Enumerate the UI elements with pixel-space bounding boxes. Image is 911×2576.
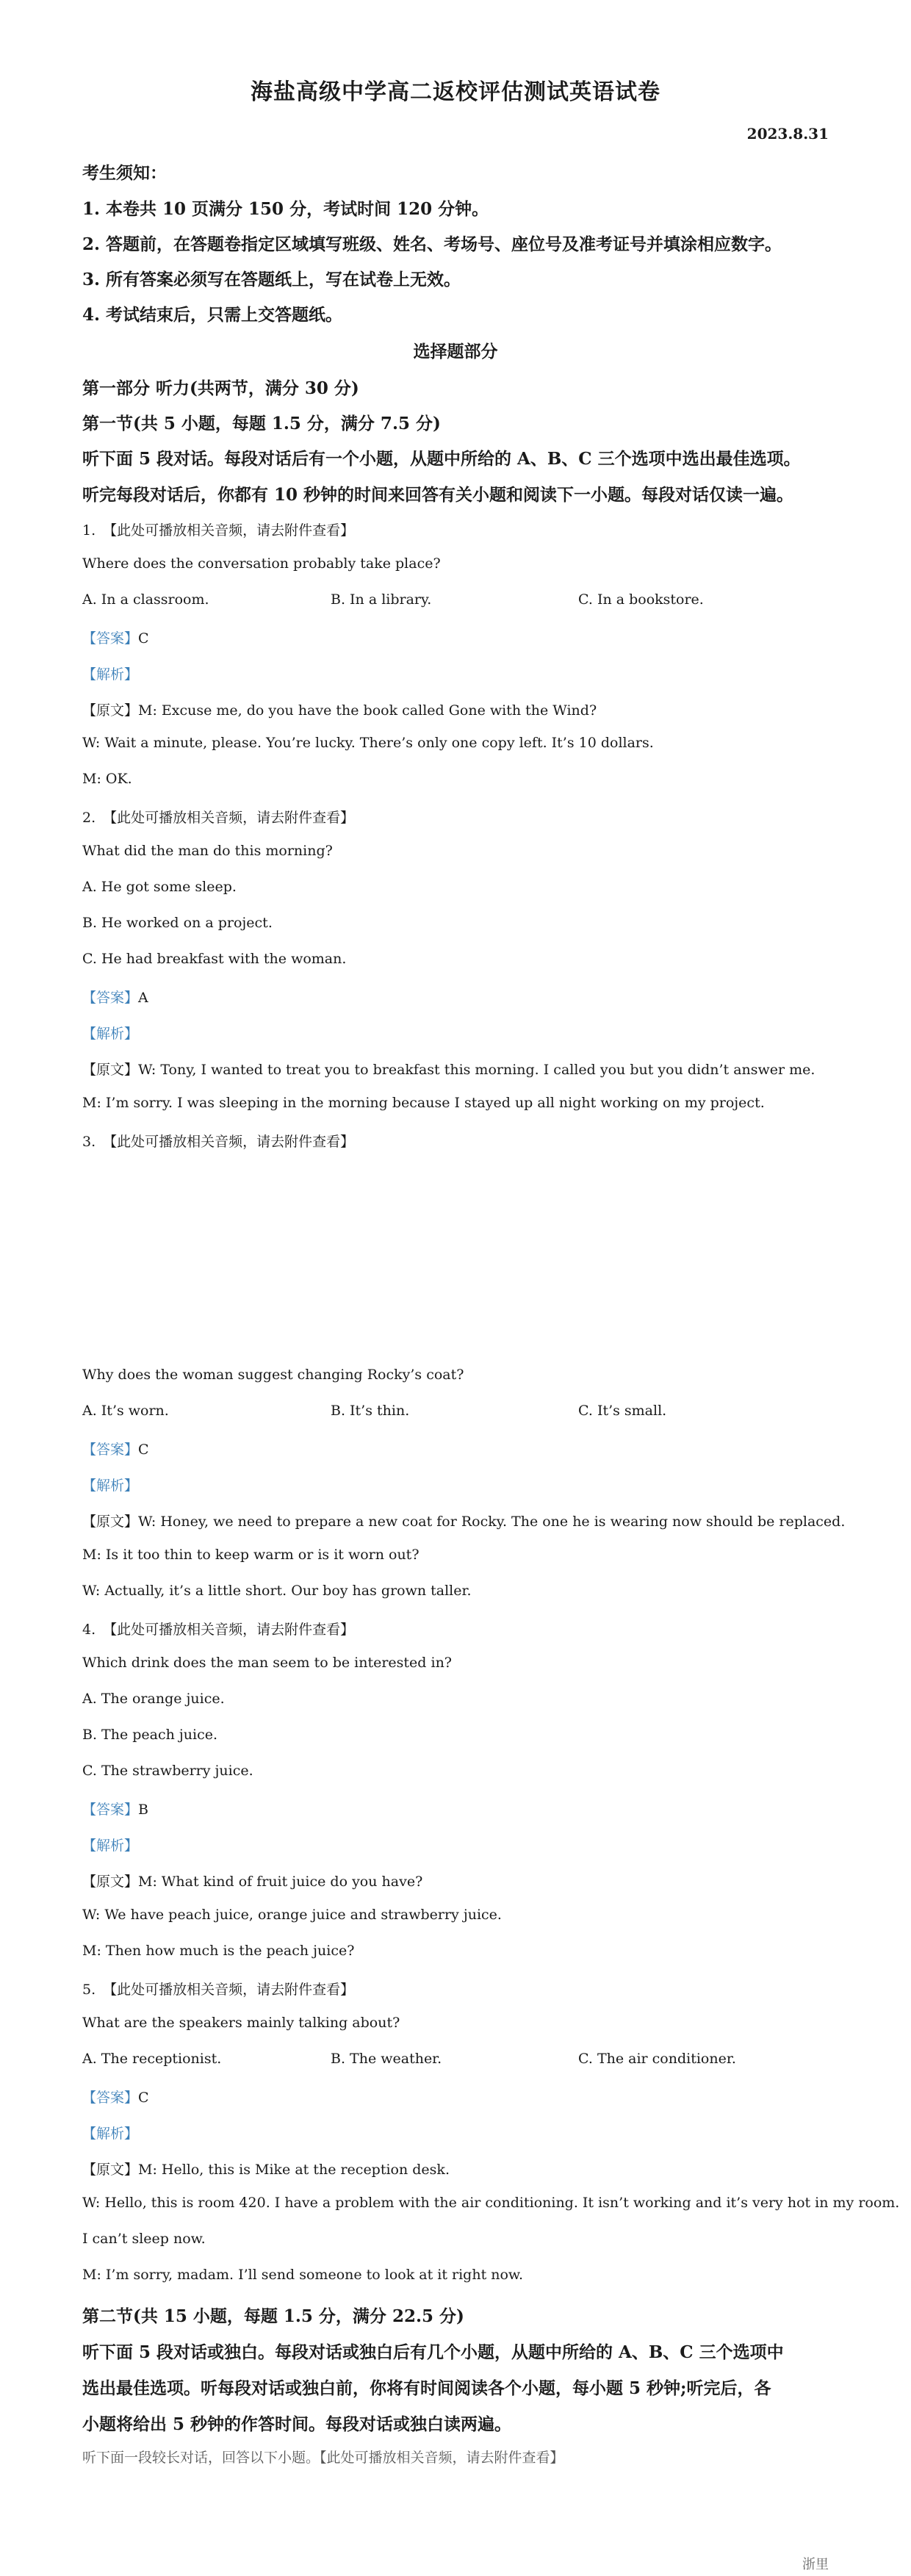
- q3-transcript-line: W: Actually, it’s a little short. Our boy has grown taller.: [82, 1583, 472, 1599]
- q5-option-c: C. The air conditioner.: [578, 2051, 736, 2067]
- q1-option-c: C. In a bookstore.: [578, 591, 704, 608]
- sec2-instruction: 听下面 5 段对话或独白。每段对话或独白后有几个小题，从题中所给的 A、B、C 三个选项中: [82, 2342, 784, 2362]
- q5-option-b: B. The weather.: [331, 2051, 442, 2067]
- q4-transcript-line: 【原文】M: What kind of fruit juice do you have?: [82, 1874, 423, 1890]
- q3-analysis: 【解析】: [82, 1478, 139, 1494]
- q4-transcript-line: M: Then how much is the peach juice?: [82, 1943, 355, 1959]
- q5-audio-line: [82, 1979, 354, 1998]
- q2-analysis: 【解析】: [82, 1026, 139, 1042]
- q4-transcript-line: W: We have peach juice, orange juice and strawberry juice.: [82, 1907, 502, 1923]
- q5-transcript-line: W: Hello, this is room 420. I have a problem with the air conditioning. It isn’t working and it’s very hot in my room.: [82, 2195, 900, 2211]
- sec1-instruction: 听完每段对话后，你都有 10 秒钟的时间来回答有关小题和阅读下一小题。每段对话仅读一遍。: [82, 485, 794, 505]
- q3-number: 3.: [82, 1134, 96, 1150]
- q2-option-a: A. He got some sleep.: [82, 879, 237, 895]
- q5-option-a: A. The receptionist.: [82, 2051, 222, 2067]
- q5-number: 5.: [82, 1982, 96, 1998]
- notice-item: 4. 考试结束后，只需上交答题纸。: [82, 305, 343, 325]
- q4-option-b: B. The peach juice.: [82, 1727, 218, 1743]
- answer-value: B: [138, 1802, 148, 1818]
- answer-tag: 【答案】: [82, 990, 139, 1006]
- sec2-heading: 第二节(共 15 小题，每题 1.5 分，满分 22.5 分): [82, 2306, 464, 2326]
- q4-option-a: A. The orange juice.: [82, 1691, 225, 1707]
- answer-tag: 【答案】: [82, 630, 139, 647]
- audio-note[interactable]: 【此处可播放相关音频，请去附件查看】: [103, 810, 355, 826]
- q3-answer: [82, 1439, 149, 1458]
- notice-item: 2. 答题前，在答题卷指定区域填写班级、姓名、考场号、座位号及准考证号并填涂相应数字。: [82, 234, 782, 254]
- sec2-instruction: 小题将给出 5 秒钟的作答时间。每段对话或独白读两遍。: [82, 2414, 512, 2434]
- q3-option-a: A. It’s worn.: [82, 1403, 169, 1419]
- q5-answer: [82, 2087, 149, 2107]
- footer-mark: 浙里: [802, 2557, 829, 2572]
- q3-audio-line: [82, 1131, 354, 1151]
- q3-option-c: C. It’s small.: [578, 1403, 667, 1419]
- answer-value: A: [138, 990, 148, 1006]
- q5-transcript-line: I can’t sleep now.: [82, 2231, 206, 2247]
- q4-analysis: 【解析】: [82, 1838, 139, 1854]
- q2-answer: [82, 987, 148, 1007]
- audio-note[interactable]: 【此处可播放相关音频，请去附件查看】: [103, 1134, 355, 1150]
- section-title: 选择题部分: [413, 342, 498, 361]
- answer-tag: 【答案】: [82, 2090, 139, 2106]
- sec1-instruction: 听下面 5 段对话。每段对话后有一个小题，从题中所给的 A、B、C 三个选项中选出最佳选项。: [82, 449, 801, 469]
- q1-transcript-line: M: OK.: [82, 771, 132, 787]
- q3-transcript-line: 【原文】W: Honey, we need to prepare a new coat for Rocky. The one he is wearing now should be replaced.: [82, 1514, 846, 1530]
- notice-item: 1. 本卷共 10 页满分 150 分，考试时间 120 分钟。: [82, 199, 489, 219]
- answer-value: C: [138, 2090, 149, 2106]
- q2-option-c: C. He had breakfast with the woman.: [82, 951, 347, 967]
- q1-transcript-line: 【原文】M: Excuse me, do you have the book called Gone with the Wind?: [82, 702, 597, 719]
- q3-option-b: B. It’s thin.: [331, 1403, 410, 1419]
- q5-transcript-line: M: I’m sorry, madam. I’ll send someone to look at it right now.: [82, 2267, 523, 2283]
- q1-transcript-line: W: Wait a minute, please. You’re lucky. There’s only one copy left. It’s 10 dollars.: [82, 735, 654, 751]
- part1-heading: 第一部分 听力(共两节，满分 30 分): [82, 378, 359, 398]
- sec2-audio-note[interactable]: 听下面一段较长对话，回答以下小题。【此处可播放相关音频，请去附件查看】: [82, 2450, 564, 2466]
- q5-analysis: 【解析】: [82, 2126, 139, 2142]
- q1-option-b: B. In a library.: [331, 591, 432, 608]
- q3-question: Why does the woman suggest changing Rocky’s coat?: [82, 1367, 464, 1383]
- answer-tag: 【答案】: [82, 1802, 139, 1818]
- notice-heading: 考生须知：: [82, 163, 167, 183]
- notice-item: 3. 所有答案必须写在答题纸上，写在试卷上无效。: [82, 270, 461, 289]
- q4-number: 4.: [82, 1622, 96, 1638]
- audio-note[interactable]: 【此处可播放相关音频，请去附件查看】: [103, 1622, 355, 1638]
- sec1-heading: 第一节(共 5 小题，每题 1.5 分，满分 7.5 分): [82, 414, 441, 433]
- q1-option-a: A. In a classroom.: [82, 591, 209, 608]
- exam-title: 海盐高级中学高二返校评估测试英语试卷: [251, 79, 660, 105]
- q1-question: Where does the conversation probably take place?: [82, 555, 441, 572]
- q1-number: 1.: [82, 522, 96, 539]
- q4-answer: [82, 1799, 148, 1818]
- sec2-instruction: 选出最佳选项。听每段对话或独白前，你将有时间阅读各个小题，每小题 5 秒钟;听完后，各: [82, 2378, 771, 2398]
- answer-value: C: [138, 1442, 149, 1458]
- q2-number: 2.: [82, 810, 96, 826]
- q1-answer: [82, 627, 149, 647]
- q2-question: What did the man do this morning?: [82, 843, 333, 859]
- answer-tag: 【答案】: [82, 1442, 139, 1458]
- q1-audio-line: [82, 519, 354, 539]
- q3-transcript-line: M: Is it too thin to keep warm or is it worn out?: [82, 1547, 420, 1563]
- exam-date: 2023.8.31: [746, 125, 829, 143]
- q5-transcript-line: 【原文】M: Hello, this is Mike at the reception desk.: [82, 2162, 450, 2178]
- audio-note[interactable]: 【此处可播放相关音频，请去附件查看】: [103, 1982, 355, 1998]
- answer-value: C: [138, 630, 149, 647]
- q4-option-c: C. The strawberry juice.: [82, 1763, 253, 1779]
- q2-audio-line: [82, 807, 354, 827]
- q5-question: What are the speakers mainly talking about?: [82, 2015, 400, 2031]
- q4-audio-line: [82, 1619, 354, 1638]
- q2-transcript-line: 【原文】W: Tony, I wanted to treat you to breakfast this morning. I called you but you didn’t answer me.: [82, 1062, 815, 1078]
- q1-analysis: 【解析】: [82, 666, 139, 683]
- audio-note[interactable]: 【此处可播放相关音频，请去附件查看】: [103, 522, 355, 539]
- q2-option-b: B. He worked on a project.: [82, 915, 273, 931]
- q4-question: Which drink does the man seem to be interested in?: [82, 1655, 452, 1671]
- q2-transcript-line: M: I’m sorry. I was sleeping in the morning because I stayed up all night working on my project.: [82, 1095, 765, 1111]
